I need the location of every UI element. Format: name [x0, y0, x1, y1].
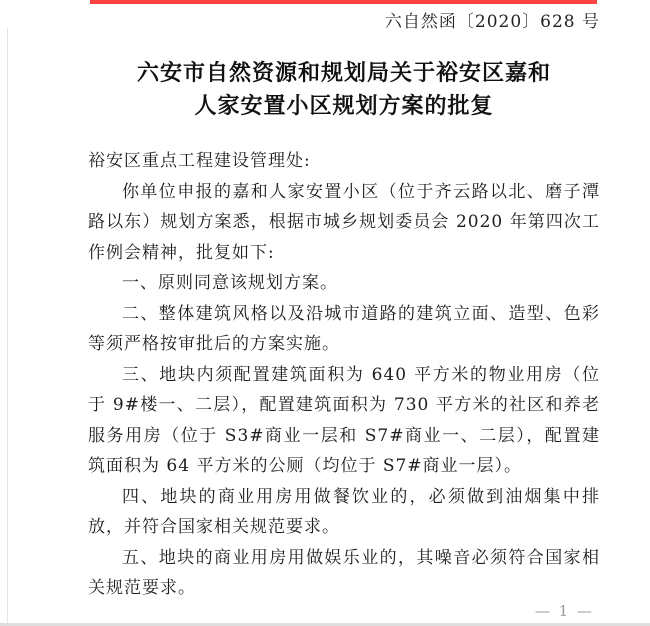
letterhead-red-separator-line [90, 0, 597, 4]
page-number: — 1 — [534, 602, 594, 620]
document-body [88, 146, 600, 604]
document-title [88, 57, 600, 123]
scan-artifact-left-edge [7, 28, 8, 626]
body-paragraph-item-3: 三、地块内须配置建筑面积为 640 平方米的物业用房（位于 9#楼一、二层），配置建筑面积为 730 平方米的社区和养老服务用房（位于 S3#商业一层和 S7#商业一、二层），配置建筑面积为 64 平方米的公厕（均位于 S7#商业一层）。 [88, 364, 600, 476]
document-reference-number: 六自然函〔2020〕628 号 [384, 12, 600, 32]
document-title-line-2: 人家安置小区规划方案的批复 [194, 93, 494, 119]
body-paragraph-item-5: 五、地块的商业用房用做娱乐业的，其噪音必须符合国家相关规范要求。 [88, 547, 600, 598]
body-paragraph-item-1: 一、原则同意该规划方案。 [122, 273, 338, 293]
document-title-line-1: 六安市自然资源和规划局关于裕安区嘉和 [136, 60, 551, 86]
recipient-line: 裕安区重点工程建设管理处: [88, 151, 311, 171]
body-paragraph-item-2: 二、整体建筑风格以及沿城市道路的建筑立面、造型、色彩等须严格按审批后的方案实施。 [88, 303, 600, 354]
body-paragraph-item-4: 四、地块的商业用房用做餐饮业的，必须做到油烟集中排放，并符合国家相关规范要求。 [88, 486, 600, 537]
body-paragraph-intro: 你单位申报的嘉和人家安置小区（位于齐云路以北、磨子潭路以东）规划方案悉，根据市城乡规划委员会 2020 年第四次工作例会精神，批复如下: [88, 181, 600, 263]
